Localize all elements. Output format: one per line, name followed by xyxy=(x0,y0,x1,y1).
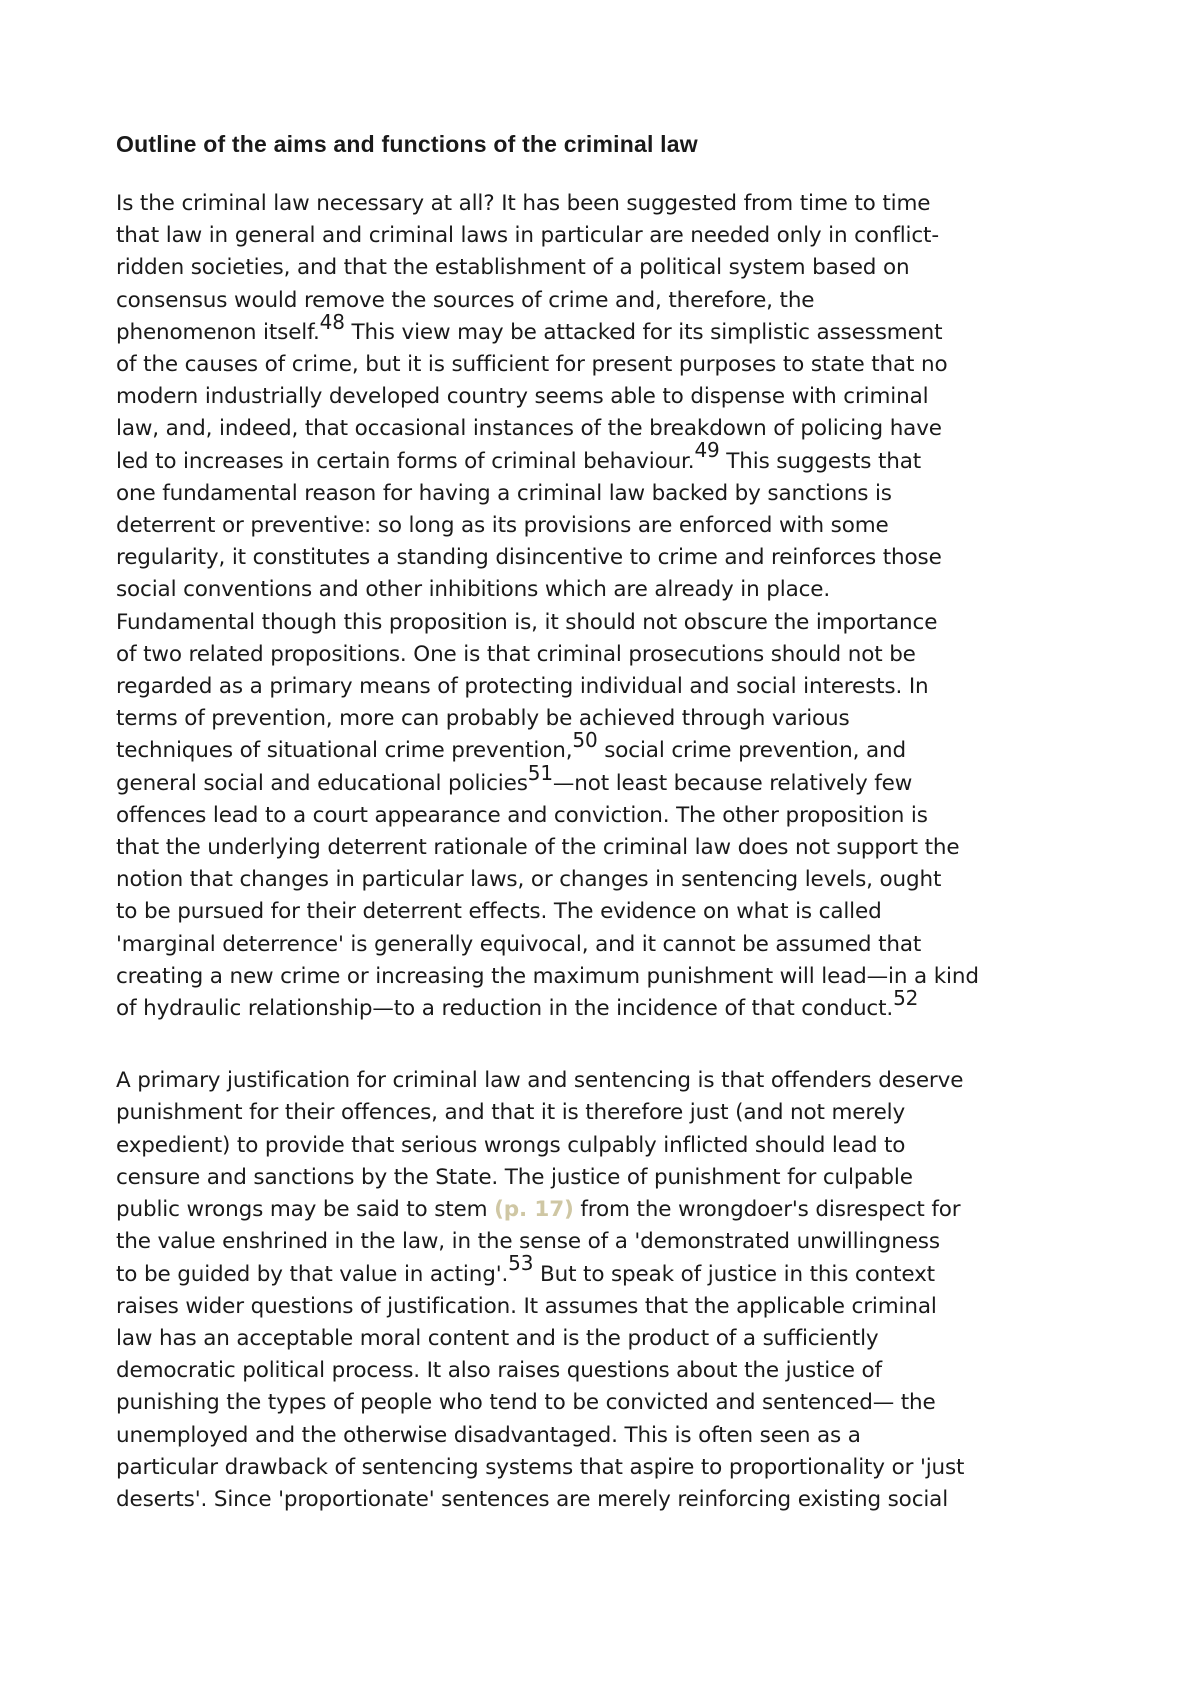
text-segment: regularity, it constitutes a standing disincentive to crime and reinforces those xyxy=(116,545,942,571)
text-segment: This suggests that xyxy=(719,448,922,474)
text-line xyxy=(116,381,1096,413)
text-line xyxy=(116,961,1096,993)
text-segment: punishing the types of people who tend to be convicted and sentenced— the xyxy=(116,1390,936,1416)
text-segment: from the wrongdoer's disrespect for xyxy=(573,1197,961,1223)
text-segment: particular drawback of sentencing systems that aspire to proportionality or 'just xyxy=(116,1454,965,1480)
text-line xyxy=(116,1420,1096,1452)
text-line xyxy=(116,1355,1096,1387)
text-segment: punishment for their offences, and that it is therefore just (and not merely xyxy=(116,1100,906,1126)
text-segment: to be guided by that value in acting'. xyxy=(116,1261,509,1287)
text-segment: of the causes of crime, but it is sufficient for present purposes to state that no xyxy=(116,352,948,378)
text-segment: one fundamental reason for having a criminal law backed by sanctions is xyxy=(116,480,892,506)
text-line xyxy=(116,728,1096,767)
text-segment: But to speak of justice in this context xyxy=(533,1261,935,1287)
text-segment: law, and, indeed, that occasional instances of the breakdown of policing have xyxy=(116,416,942,442)
text-line xyxy=(116,1065,1096,1097)
text-segment: Fundamental though this proposition is, it should not obscure the importance xyxy=(116,609,938,635)
text-line xyxy=(116,1130,1096,1162)
text-segment: social conventions and other inhibitions which are already in place. xyxy=(116,577,831,603)
footnote-marker[interactable]: 50 xyxy=(572,728,598,753)
text-segment: censure and sanctions by the State. The justice of punishment for culpable xyxy=(116,1164,913,1190)
text-line xyxy=(116,1452,1096,1484)
text-segment: consensus would remove the sources of crime and, therefore, the xyxy=(116,287,815,313)
text-segment: public wrongs may be said to stem xyxy=(116,1197,495,1223)
footnote-marker[interactable]: 51 xyxy=(527,760,553,785)
text-segment: terms of prevention, more can probably be achieved through various xyxy=(116,706,850,732)
text-segment: unemployed and the otherwise disadvantaged. This is often seen as a xyxy=(116,1422,861,1448)
text-line xyxy=(116,510,1096,542)
text-segment: notion that changes in particular laws, or changes in sentencing levels, ought xyxy=(116,867,942,893)
text-segment: raises wider questions of justification. It assumes that the applicable criminal xyxy=(116,1293,937,1319)
text-line xyxy=(116,1226,1096,1258)
text-line xyxy=(116,896,1096,928)
text-segment: general social and educational policies xyxy=(116,770,528,796)
text-line xyxy=(116,574,1096,606)
text-segment: that law in general and criminal laws in particular are needed only in conflict- xyxy=(116,223,939,249)
text-line xyxy=(116,985,1096,1025)
text-segment: led to increases in certain forms of criminal behaviour. xyxy=(116,448,695,474)
text-segment: creating a new crime or increasing the maximum punishment will lead—in a kind xyxy=(116,963,979,989)
body-paragraph-1 xyxy=(116,188,1096,1025)
text-segment: 'marginal deterrence' is generally equivocal, and it cannot be assumed that xyxy=(116,931,922,957)
footnote-marker[interactable]: 48 xyxy=(319,309,345,334)
text-line xyxy=(116,252,1096,284)
text-segment: law has an acceptable moral content and is the product of a sufficiently xyxy=(116,1325,879,1351)
text-line xyxy=(116,1251,1096,1291)
text-line xyxy=(116,1194,1096,1226)
footnote-marker[interactable]: 53 xyxy=(508,1251,534,1276)
text-segment: the value enshrined in the law, in the sense of a 'demonstrated unwillingness xyxy=(116,1229,940,1255)
text-segment: modern industrially developed country seems able to dispense with criminal xyxy=(116,384,929,410)
text-line xyxy=(116,188,1096,220)
text-line xyxy=(116,671,1096,703)
text-line xyxy=(116,607,1096,639)
text-line xyxy=(116,800,1096,832)
section-heading: Outline of the aims and functions of the criminal law xyxy=(116,131,698,157)
text-segment: regarded as a primary means of protecting individual and social interests. In xyxy=(116,674,929,700)
text-segment: phenomenon itself. xyxy=(116,319,320,345)
text-line xyxy=(116,703,1096,735)
text-line xyxy=(116,1162,1096,1194)
text-segment: of hydraulic relationship—to a reduction in the incidence of that conduct. xyxy=(116,996,894,1022)
text-line xyxy=(116,1387,1096,1419)
text-segment: This view may be attacked for its simplistic assessment xyxy=(344,319,943,345)
text-line xyxy=(116,220,1096,252)
text-line xyxy=(116,864,1096,896)
text-segment: techniques of situational crime prevention, xyxy=(116,738,573,764)
footnote-marker[interactable]: 49 xyxy=(694,438,720,463)
text-line xyxy=(116,309,1096,349)
text-segment: ridden societies, and that the establishment of a political system based on xyxy=(116,255,910,281)
footnote-marker[interactable]: 52 xyxy=(893,985,919,1010)
text-segment: A primary justification for criminal law and sentencing is that offenders deserve xyxy=(116,1068,964,1094)
text-line xyxy=(116,1097,1096,1129)
text-line xyxy=(116,285,1096,317)
text-segment: social crime prevention, and xyxy=(597,738,906,764)
body-paragraph-2 xyxy=(116,1065,1096,1516)
text-segment: to be pursued for their deterrent effects. The evidence on what is called xyxy=(116,899,882,925)
text-line xyxy=(116,1323,1096,1355)
text-segment: that the underlying deterrent rationale of the criminal law does not support the xyxy=(116,835,960,861)
document-page xyxy=(116,128,1096,1516)
text-line xyxy=(116,478,1096,510)
text-segment: deterrent or preventive: so long as its provisions are enforced with some xyxy=(116,513,889,539)
text-segment: democratic political process. It also raises questions about the justice of xyxy=(116,1358,882,1384)
text-segment: expedient) to provide that serious wrongs culpably inflicted should lead to xyxy=(116,1132,906,1158)
text-segment: deserts'. Since 'proportionate' sentences are merely reinforcing existing social xyxy=(116,1486,949,1512)
text-segment: —not least because relatively few xyxy=(552,770,913,796)
text-segment: offences lead to a court appearance and conviction. The other proposition is xyxy=(116,802,928,828)
text-line xyxy=(116,542,1096,574)
text-line xyxy=(116,1291,1096,1323)
text-line xyxy=(116,438,1096,478)
text-line xyxy=(116,413,1096,445)
text-segment: Is the criminal law necessary at all? It has been suggested from time to time xyxy=(116,191,931,216)
text-line xyxy=(116,639,1096,671)
text-segment: of two related propositions. One is that criminal prosecutions should not be xyxy=(116,641,916,667)
text-line xyxy=(116,760,1096,800)
text-line xyxy=(116,832,1096,864)
text-line xyxy=(116,929,1096,961)
text-line xyxy=(116,1484,1096,1516)
text-line xyxy=(116,349,1096,381)
page-reference-link[interactable]: (p. 17) xyxy=(494,1197,574,1223)
